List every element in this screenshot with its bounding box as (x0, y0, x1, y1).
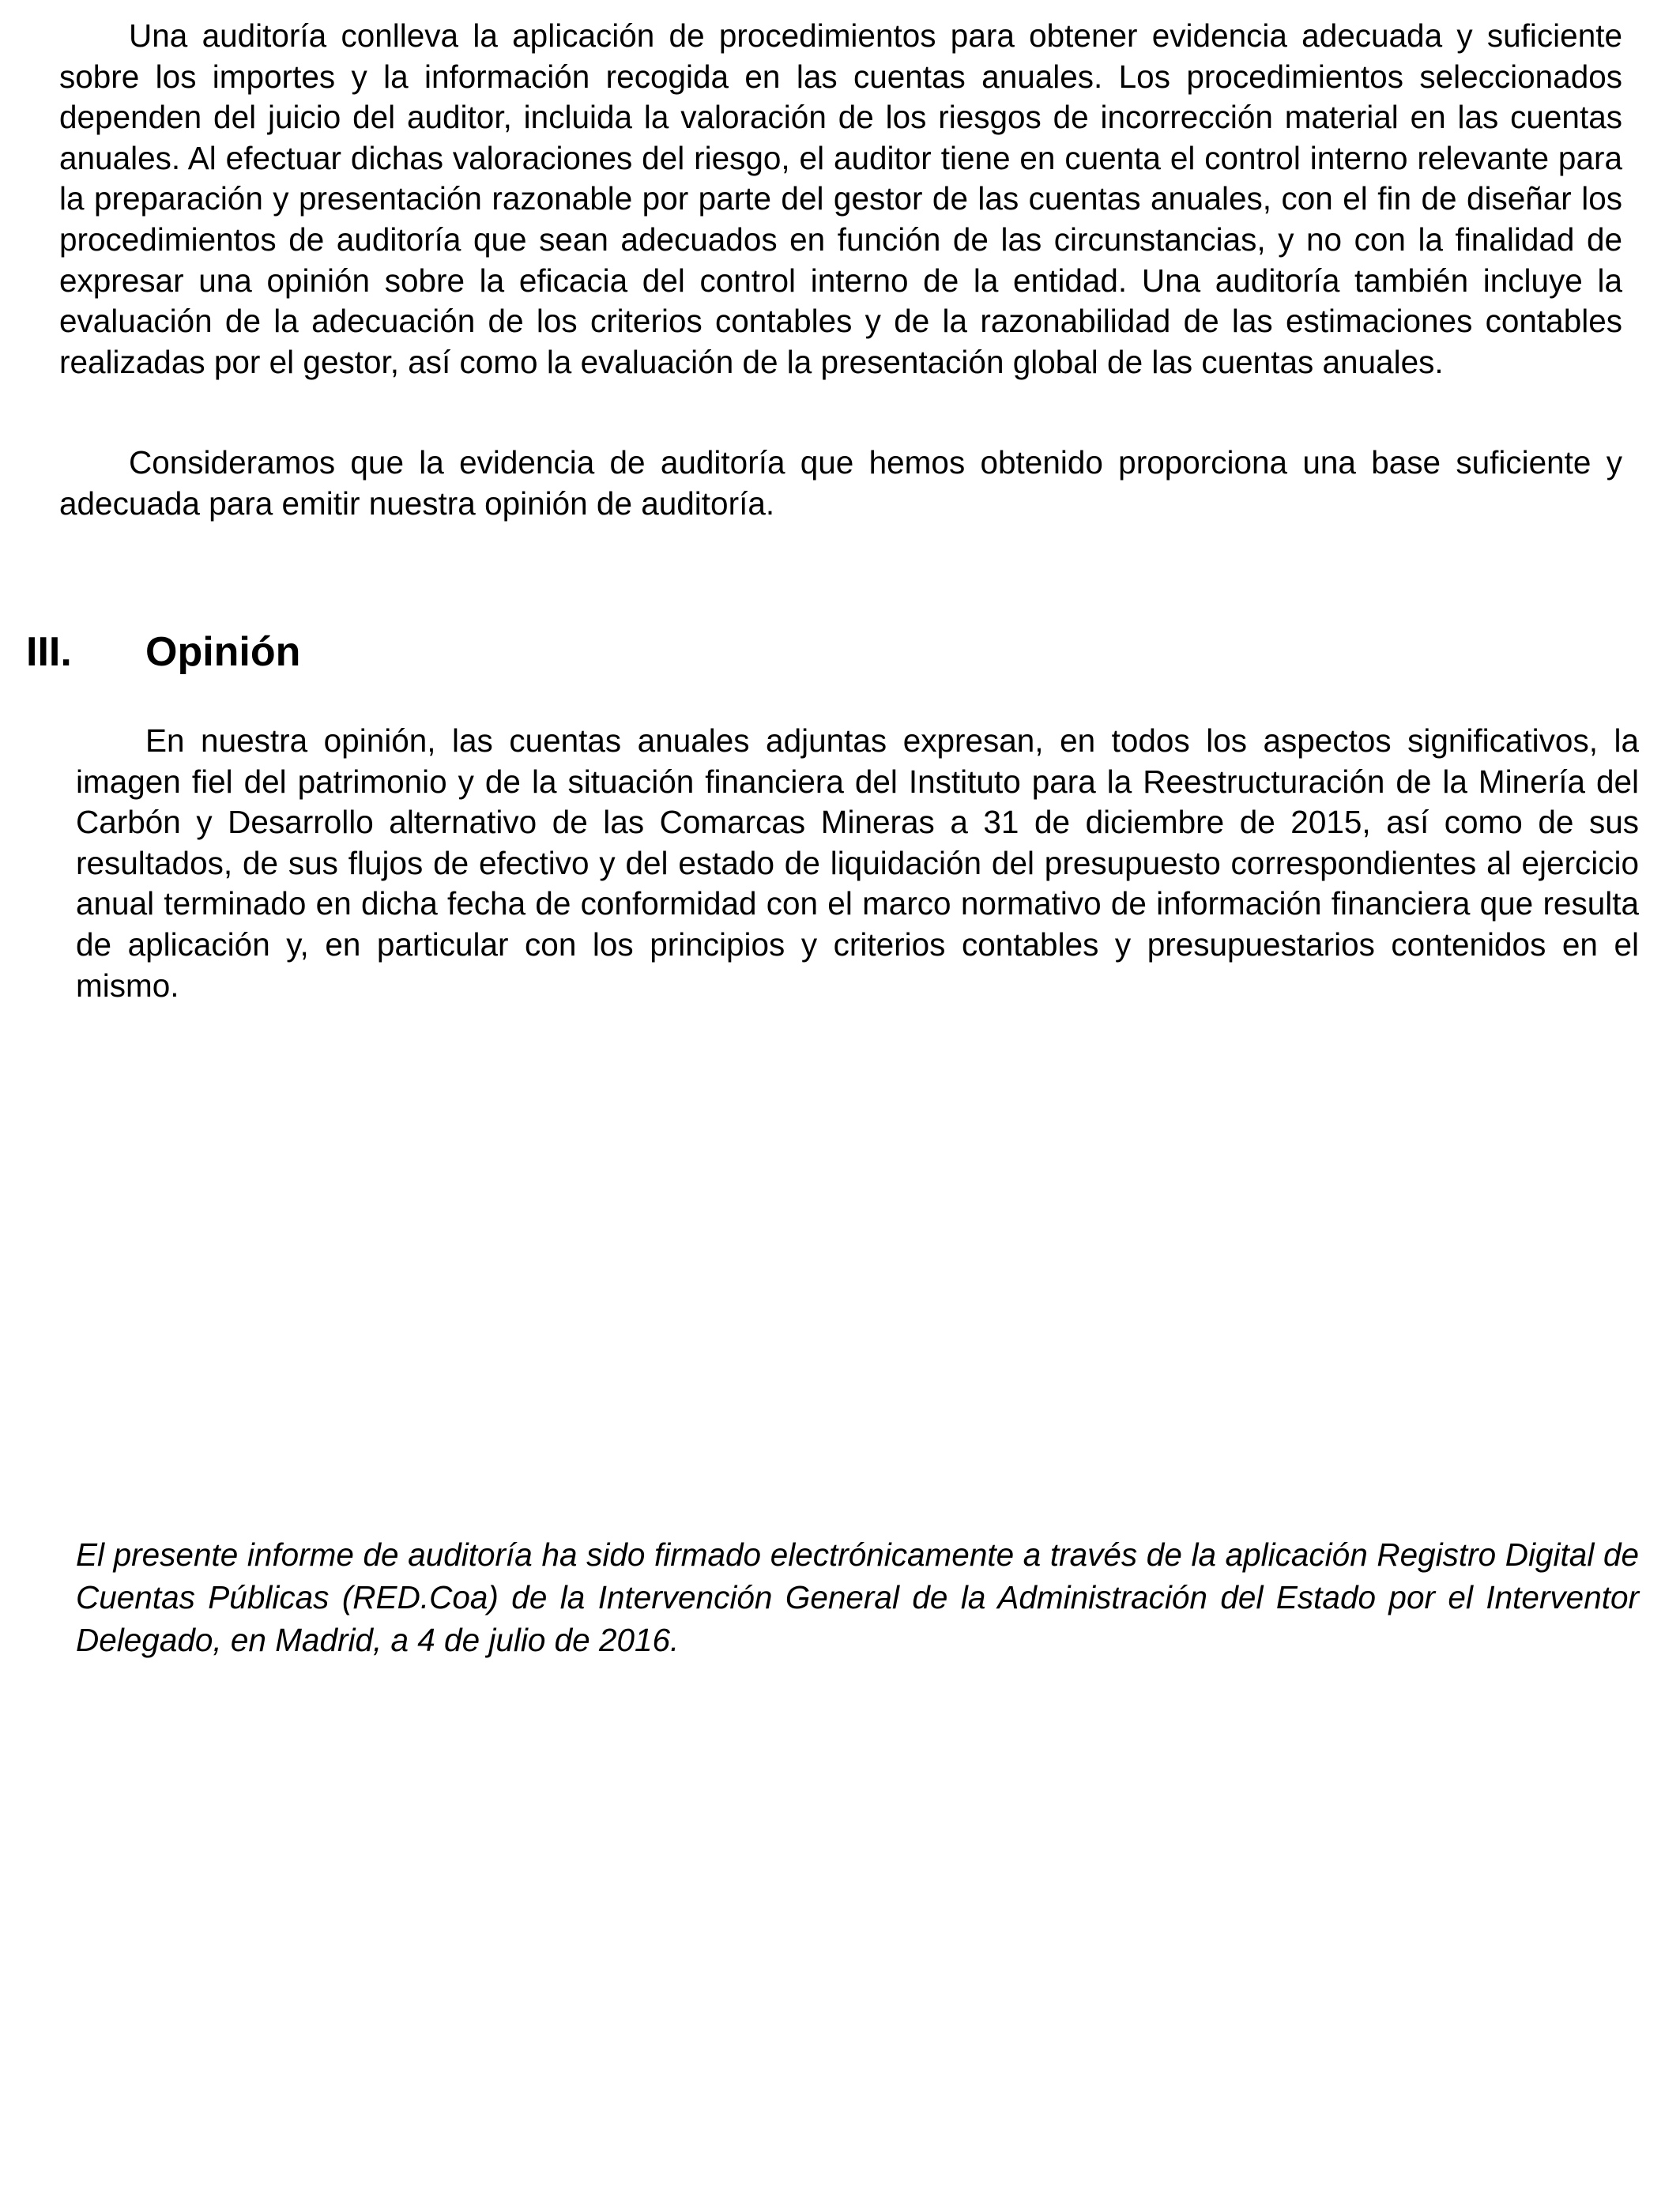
section-number: III. (26, 629, 72, 675)
paragraph-audit-procedures: Una auditoría conlleva la aplicación de procedimientos para obtener evidencia adecuada y suficiente sobre los importes y la información recogida en las cuentas anuales. Los procedimientos seleccionados dependen del juicio del auditor, incluida la valoración de los riesgos de incorrección material en las cuentas anuales. Al efectuar dichas valoraciones del riesgo, el auditor tiene en cuenta el control interno relevante para la preparación y presentación razonable por parte del gestor de las cuentas anuales, con el fin de diseñar los procedimientos de auditoría que sean adecuados en función de las circunstancias, y no con la finalidad de expresar una opinión sobre la eficacia del control interno de la entidad. Una auditoría también incluye la evaluación de la adecuación de los criterios contables y de la razonabilidad de las estimaciones contables realizadas por el gestor, así como la evaluación de la presentación global de las cuentas anuales. (59, 17, 1622, 380)
paragraph-evidence-sufficiency: Consideramos que la evidencia de auditoría que hemos obtenido proporciona una base suficiente y adecuada para emitir nuestra opinión de auditoría. (59, 444, 1622, 522)
section-title: Opinión (145, 629, 301, 675)
paragraph-opinion: En nuestra opinión, las cuentas anuales adjuntas expresan, en todos los aspectos significativos, la imagen fiel del patrimonio y de la situación financiera del Instituto para la Reestructuración de la Minería del Carbón y Desarrollo alternativo de las Comarcas Mineras a 31 de diciembre de 2015, así como de sus resultados, de sus flujos de efectivo y del estado de liquidación del presupuesto correspondientes al ejercicio anual terminado en dicha fecha de conformidad con el marco normativo de información financiera que resulta de aplicación y, en particular con los principios y criterios contables y presupuestarios contenidos en el mismo. (76, 722, 1639, 1004)
signature-note: El presente informe de auditoría ha sido firmado electrónicamente a través de la aplicación Registro Digital de Cuentas Públicas (RED.Coa) de la Intervención General de la Administración del Estado por el Interventor Delegado, en Madrid, a 4 de julio de 2016. (76, 1536, 1639, 1658)
